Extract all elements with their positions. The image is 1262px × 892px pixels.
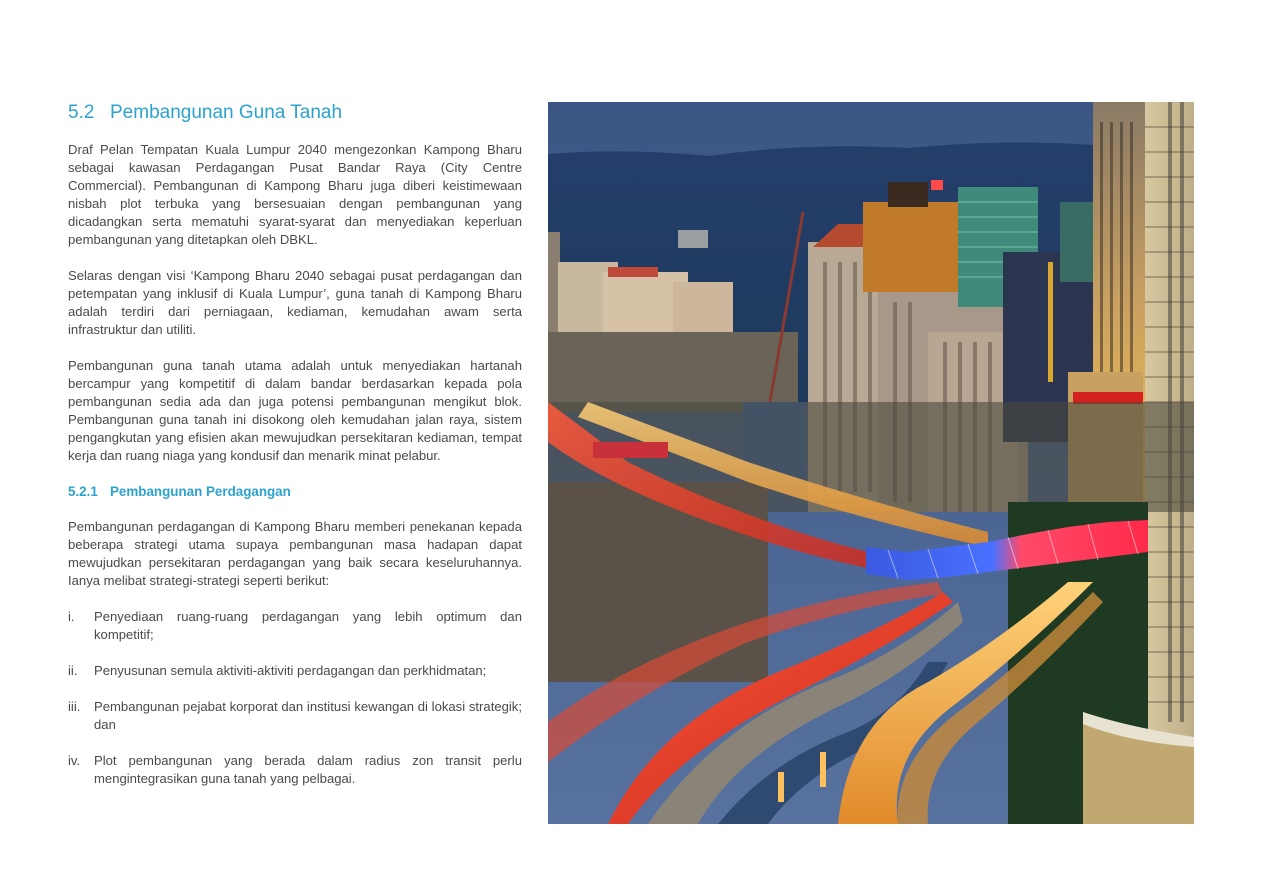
list-marker: iv. (68, 753, 81, 768)
paragraph-zoning: Draf Pelan Tempatan Kuala Lumpur 2040 mengezonkan Kampong Bharu sebagai kawasan Perdagangan Pusat Bandar Raya (City Centre Commercial). Pembangunan di Kampong Bharu juga diberi keistimewaan nisbah plot terbuka yang bersesuaian dengan pembangunan yang dicadangkan serta mematuhi syarat-syarat dan menyediakan keperluan pembangunan yang ditetapkan oleh DBKL. (68, 142, 522, 247)
list-item (68, 698, 522, 734)
subsection-heading (68, 483, 522, 501)
paragraph-land-use: Pembangunan guna tanah utama adalah untuk menyediakan hartanah bercampur yang kompetitif di dalam bandar berdasarkan kepada pola pembangunan sedia ada dan juga potensi pembangunan mengikut blok. Pembangunan guna tanah ini disokong oleh kemudahan jalan raya, sistem pengangkutan yang efisien akan mewujudkan persekitaran kediaman, tempat kerja dan ruang niaga yang kondusif dan menarik minat pelabur. (68, 358, 522, 463)
list-item-text: Plot pembangunan yang berada dalam radius zon transit perlu mengintegrasikan guna tanah yang pelbagai. (94, 753, 522, 786)
list-item (68, 752, 522, 788)
text-column (68, 101, 522, 806)
cityscape-photo (548, 102, 1194, 824)
list-item (68, 608, 522, 644)
list-item-text: Penyediaan ruang-ruang perdagangan yang lebih optimum dan kompetitif; (94, 609, 522, 642)
subsection-title: Pembangunan Perdagangan (110, 484, 291, 499)
paragraph-vision: Selaras dengan visi ‘Kampong Bharu 2040 sebagai pusat perdagangan dan petempatan yang inklusif di Kuala Lumpur’, guna tanah di Kampong Bharu adalah terdiri dari perniagaan, kediaman, kemudahan awam serta infrastruktur dan utiliti. (68, 268, 522, 337)
section-title: Pembangunan Guna Tanah (110, 102, 343, 123)
list-item (68, 662, 522, 680)
section-number: 5.2 (68, 102, 95, 123)
list-marker: i. (68, 609, 75, 624)
list-item-text: Pembangunan pejabat korporat dan institusi kewangan di lokasi strategik; dan (94, 699, 522, 732)
list-marker: iii. (68, 699, 81, 714)
subsection-number: 5.2.1 (68, 484, 98, 499)
strategy-list (68, 608, 522, 788)
list-item-text: Penyusunan semula aktiviti-aktiviti perdagangan dan perkhidmatan; (94, 663, 487, 678)
cityscape-illustration (548, 102, 1194, 824)
list-marker: ii. (68, 663, 78, 678)
section-heading (68, 101, 522, 125)
paragraph-commercial-intro: Pembangunan perdagangan di Kampong Bharu memberi penekanan kepada beberapa strategi utama supaya pembangunan masa hadapan dapat mewujudkan persekitaran perdagangan yang baik secara keseluruhannya. Ianya melibat strategi-strategi seperti berikut: (68, 519, 522, 588)
